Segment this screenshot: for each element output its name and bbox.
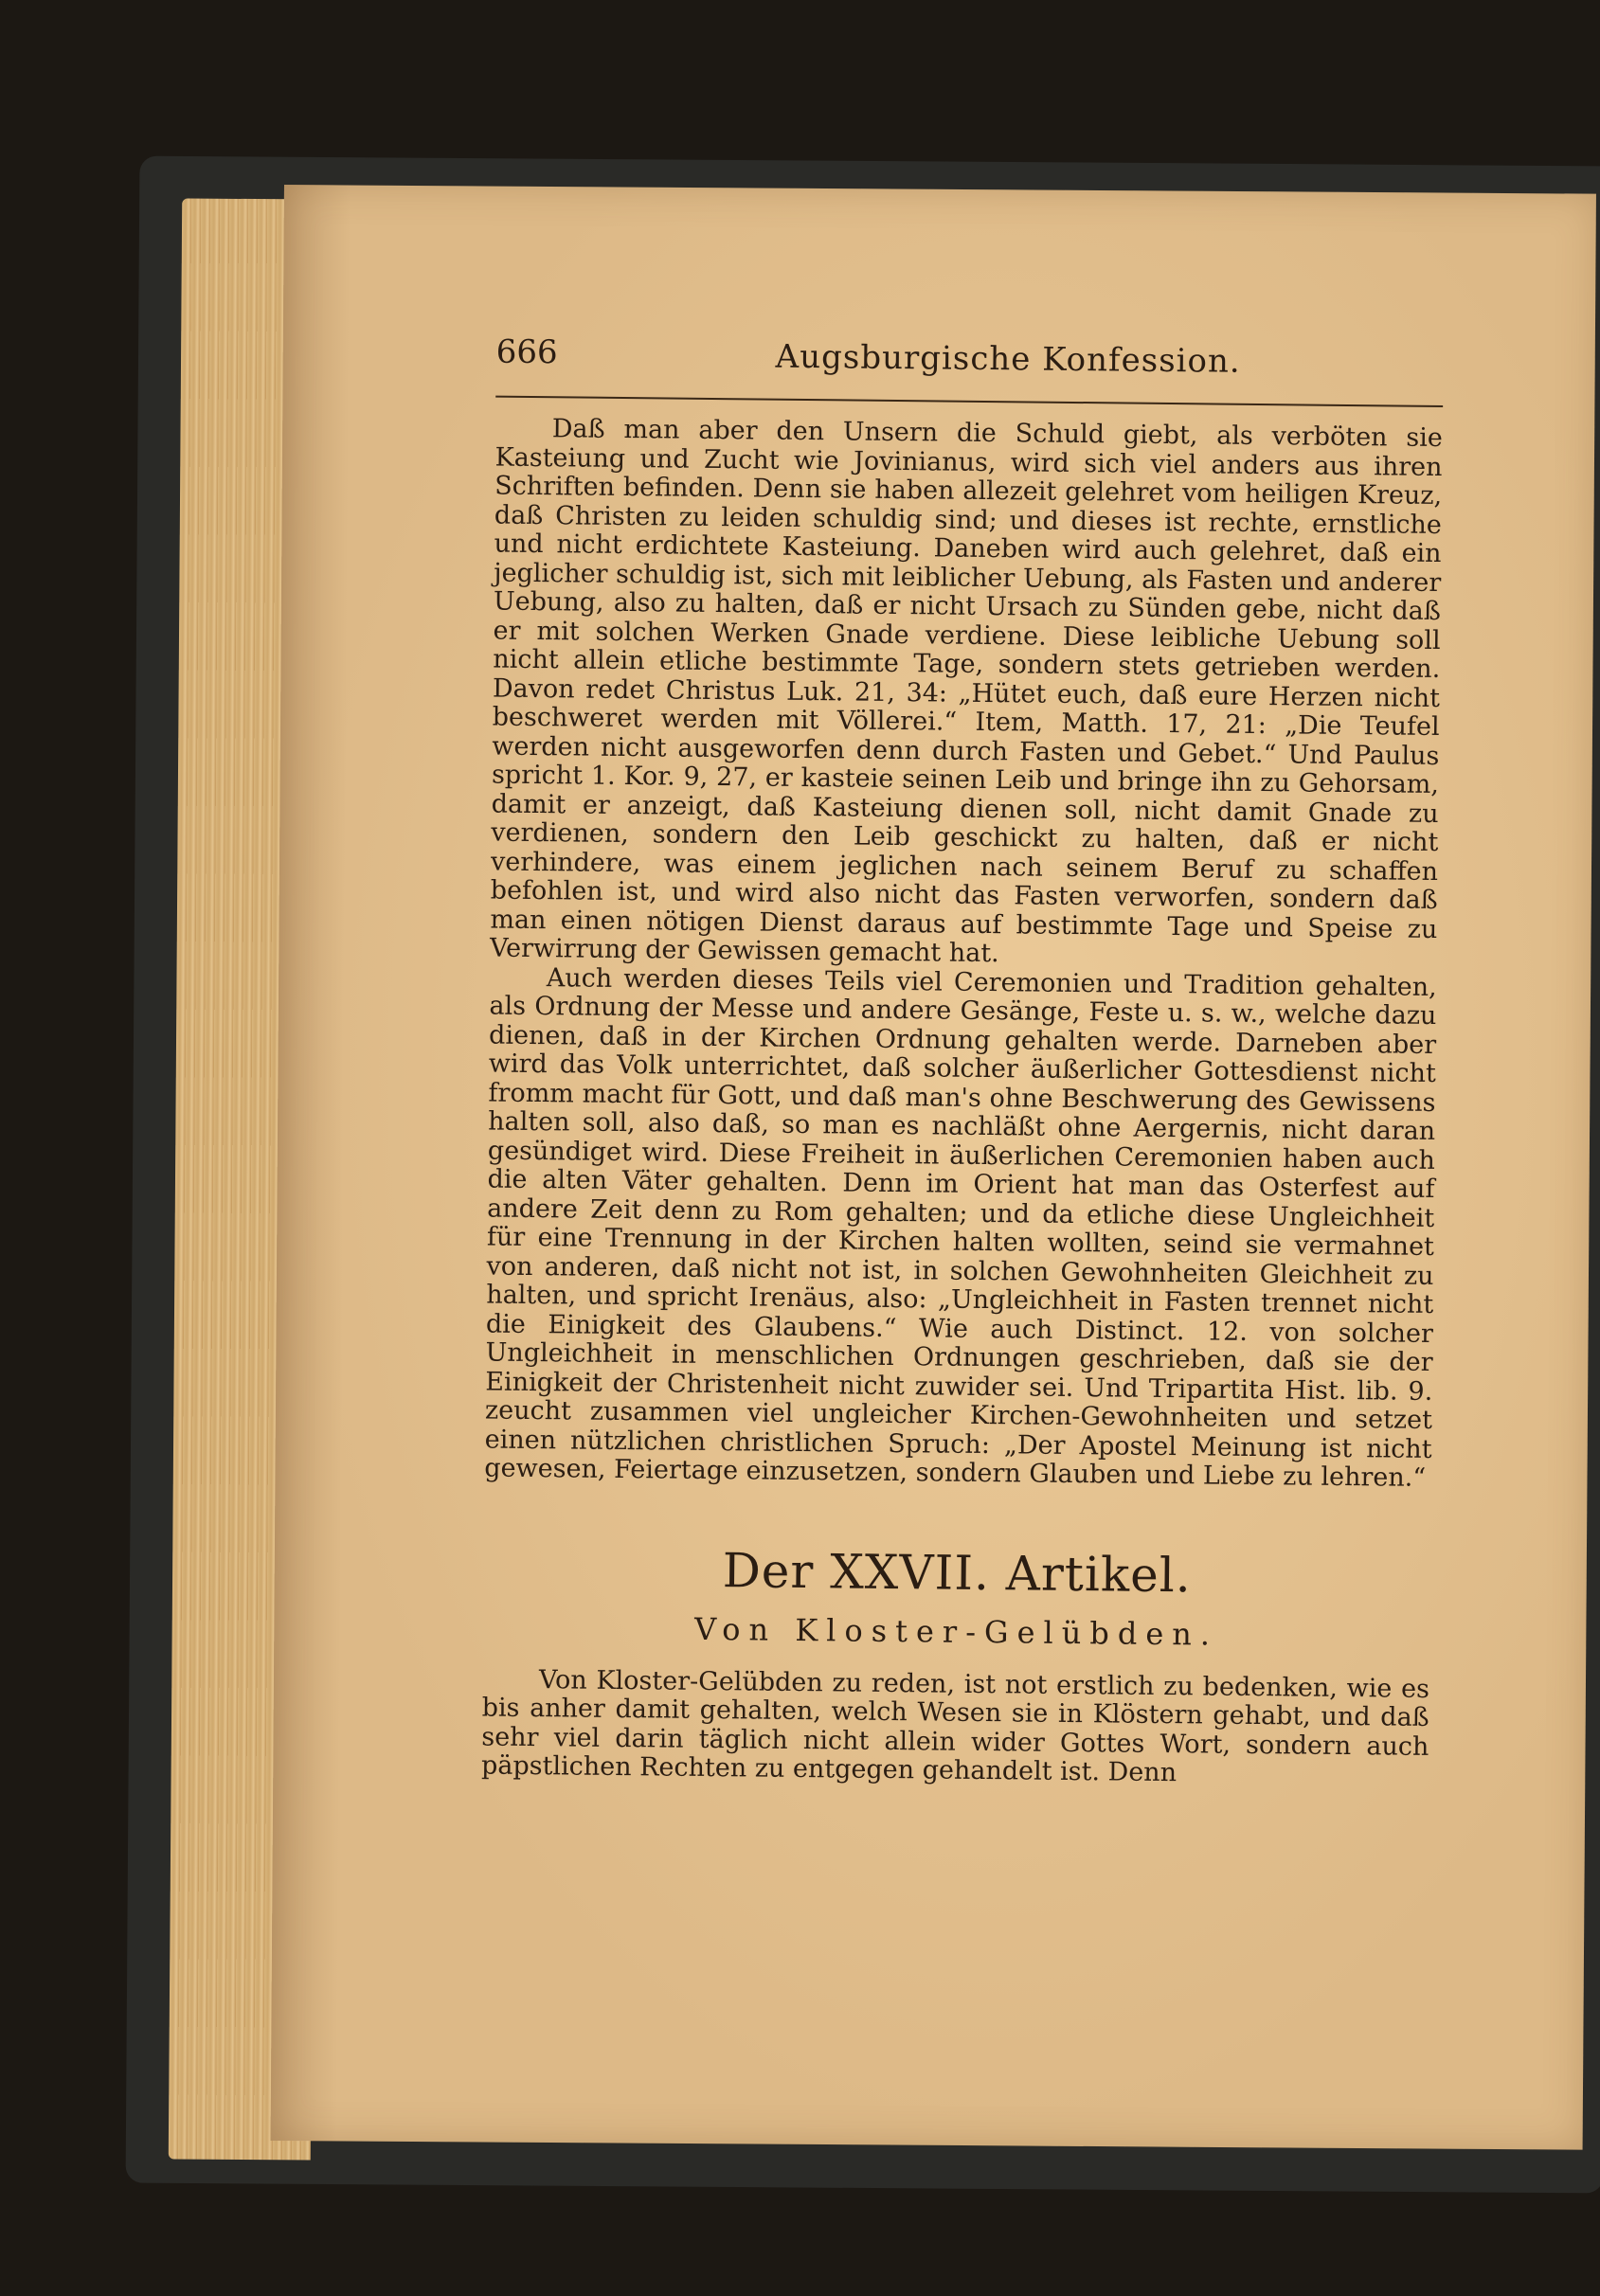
page-content [481,333,1444,1791]
body-paragraph: Auch werden dieses Teils viel Ceremonien und Tradition gehalten, als Ordnung der Messe und andere Gesänge, Feste u. s. w., welche dazu dienen, daß in der Kirchen Ordnung gehalten werde. Darneben aber wird das Volk unterrichtet, daß solcher äußerlicher Gottesdienst nicht fromm macht für Gott, und daß man's ohne Beschwerung des Gewissens halten soll, also daß, so man es nachläßt ohne Aergernis, nicht daran gesündiget wird. Diese Freiheit in äußerlichen Ceremonien haben auch die alten Väter gehalten. Denn im Orient hat man das Osterfest auf andere Zeit denn zu Rom gehalten; und da etliche diese Ungleichheit für eine Trennung in der Kirchen halten wollten, seind sie vermahnet von anderen, daß nicht not ist, in solchen Gewohnheiten Gleichheit zu halten, und spricht Irenäus, also: „Ungleichheit in Fasten trennet nicht die Einigkeit des Glaubens.“ Wie auch Distinct. 12. von solcher Ungleichheit in menschlichen Ordnungen geschrieben, daß sie der Einigkeit der Christenheit nicht zuwider sei. Und Tripartita Hist. lib. 9. zeucht zusammen viel ungleicher Kirchen-Gewohnheiten und setzet einen nützlichen christlichen Spruch: „Der Apostel Meinung ist nicht gewesen, Feiertage einzusetzen, sondern Glauben und Liebe zu lehren.“ [484,962,1437,1493]
article-subtitle: Von Kloster-Gelübden. [693,1610,1219,1653]
running-title: Augsburgische Konfession. [775,337,1241,381]
page-header [495,333,1444,400]
book-page [271,185,1596,2150]
body-paragraph: Daß man aber den Unsern die Schuld giebt, als verböten sie Kasteiung und Zucht wie Jovinianus, wird sich viel anders aus ihren Schriften befinden. Denn sie haben allezeit gelehret vom heiligen Kreuz, daß Christen zu leiden schuldig sind; und dieses ist rechte, ernstliche und nicht erdichtete Kasteiung. Daneben wird auch gelehret, daß ein jeglicher schuldig ist, sich mit leiblicher Uebung, als Fasten und anderer Uebung, also zu halten, daß er nicht Ursach zu Sünden gebe, nicht daß er mit solchen Werken Gnade verdiene. Diese leibliche Uebung soll nicht allein etliche bestimmte Tage, sondern stets getrieben werden. Davon redet Christus Luk. 21, 34: „Hütet euch, daß eure Herzen nicht beschweret werden mit Völlerei.“ Item, Matth. 17, 21: „Die Teufel werden nicht ausgeworfen denn durch Fasten und Gebet.“ Und Paulus spricht 1. Kor. 9, 27, er kasteie seinen Leib und bringe ihn zu Gehorsam, damit er anzeigt, daß Kasteiung dienen soll, nicht damit Gnade zu verdienen, sondern den Leib geschickt zu halten, daß er nicht verhindere, was einem jeglichen nach seinem Beruf zu schaffen befohlen ist, und wird also nicht das Fasten verworfen, sondern daß man einen nötigen Dienst daraus auf bestimmte Tage und Speise zu Verwirrung der Gewissen gemacht hat. [489,414,1443,969]
article-title: Der XXVII. Artikel. [722,1542,1192,1603]
article-paragraph: Von Kloster-Gelübden zu reden, ist not erstlich zu bedenken, wie es bis anher damit gehalten, welch Wesen sie in Klöstern gehabt, und daß sehr viel darin täglich nicht allein wider Gottes Wort, sondern auch päpstlichen Rechten zu entgegen gehandelt ist. Denn [480,1664,1430,1788]
page-number: 666 [495,332,558,372]
